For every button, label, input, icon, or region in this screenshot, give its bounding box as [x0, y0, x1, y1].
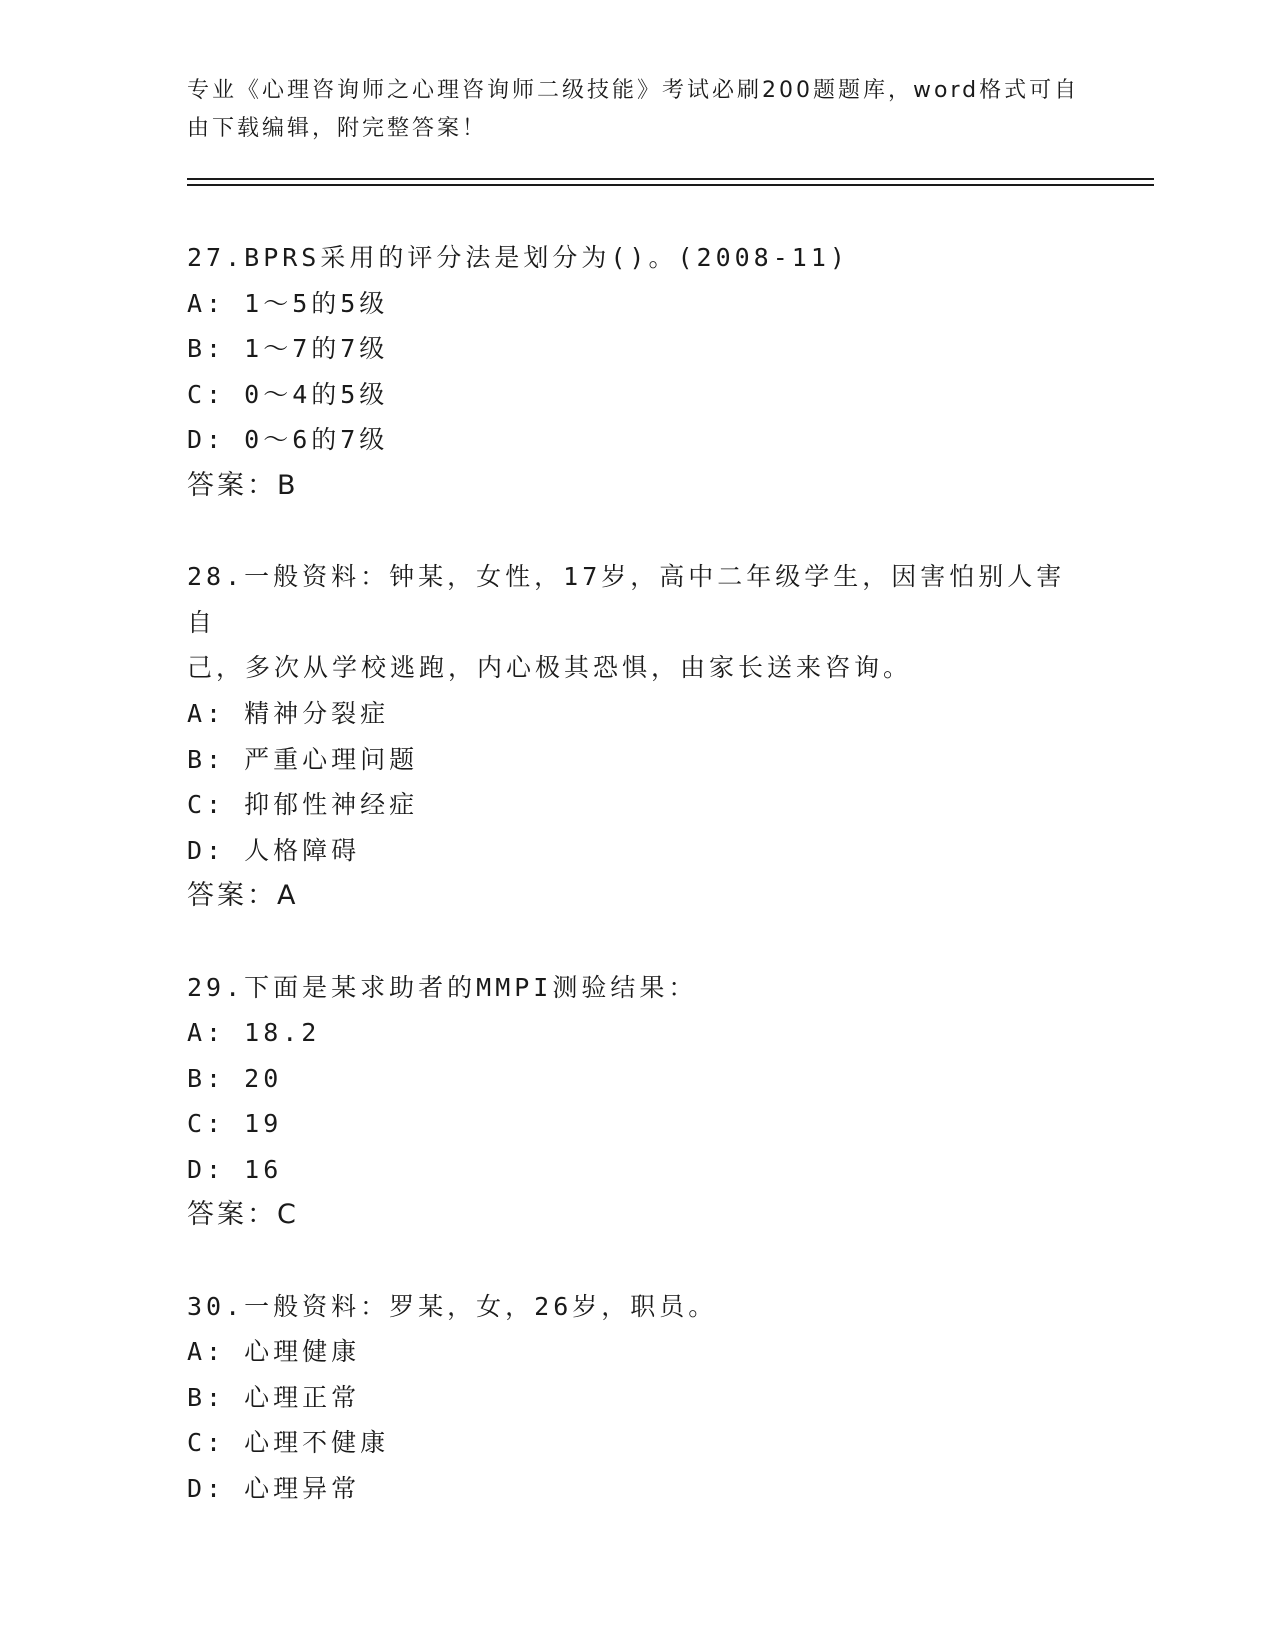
- option-b: B: 20: [187, 1063, 283, 1093]
- question-28: [187, 554, 1087, 919]
- answer: 答案：B: [187, 469, 299, 501]
- question-stem: 27.BPRS采用的评分法是划分为()。(2008-11): [187, 243, 849, 272]
- option-d: D: 人格障碍: [187, 835, 361, 865]
- answer: 答案：C: [187, 1199, 299, 1231]
- option-c: C: 抑郁性神经症: [187, 790, 419, 820]
- option-b: B: 心理正常: [187, 1382, 361, 1412]
- question-27: [187, 235, 1087, 509]
- question-stem-continued: 己，多次从学校逃跑，内心极其恐惧，由家长送来咨询。: [187, 653, 913, 683]
- answer: 答案：A: [187, 880, 299, 912]
- option-b: B: 1～7的7级: [187, 334, 389, 364]
- question-stem: 29.下面是某求助者的MMPI测验结果：: [187, 972, 698, 1002]
- option-b: B: 严重心理问题: [187, 744, 419, 774]
- option-a: A: 1～5的5级: [187, 288, 389, 318]
- option-a: A: 18.2: [187, 1018, 321, 1048]
- option-c: C: 19: [187, 1109, 283, 1139]
- header-divider-bottom: [187, 184, 1154, 186]
- option-c: C: 0～4的5级: [187, 379, 389, 409]
- header-divider-top: [187, 178, 1154, 180]
- option-c: C: 心理不健康: [187, 1428, 390, 1458]
- spacer: [187, 1238, 1087, 1284]
- question-stem: 30.一般资料：罗某，女，26岁，职员。: [187, 1291, 718, 1321]
- option-a: A: 心理健康: [187, 1337, 361, 1367]
- option-d: D: 心理异常: [187, 1474, 361, 1504]
- question-29: [187, 965, 1087, 1239]
- spacer: [187, 509, 1087, 555]
- question-stem: 28.一般资料：钟某，女性，17岁，高中二年级学生，因害怕别人害自: [187, 562, 1066, 637]
- question-30: [187, 1284, 1087, 1512]
- question-list: [187, 235, 1087, 1512]
- option-d: D: 0～6的7级: [187, 425, 389, 455]
- document-header: 专业《心理咨询师之心理咨询师二级技能》考试必刷200题题库，word格式可自由下载编辑，附完整答案！: [187, 78, 1080, 141]
- spacer: [187, 919, 1087, 965]
- option-d: D: 16: [187, 1154, 283, 1184]
- option-a: A: 精神分裂症: [187, 698, 390, 728]
